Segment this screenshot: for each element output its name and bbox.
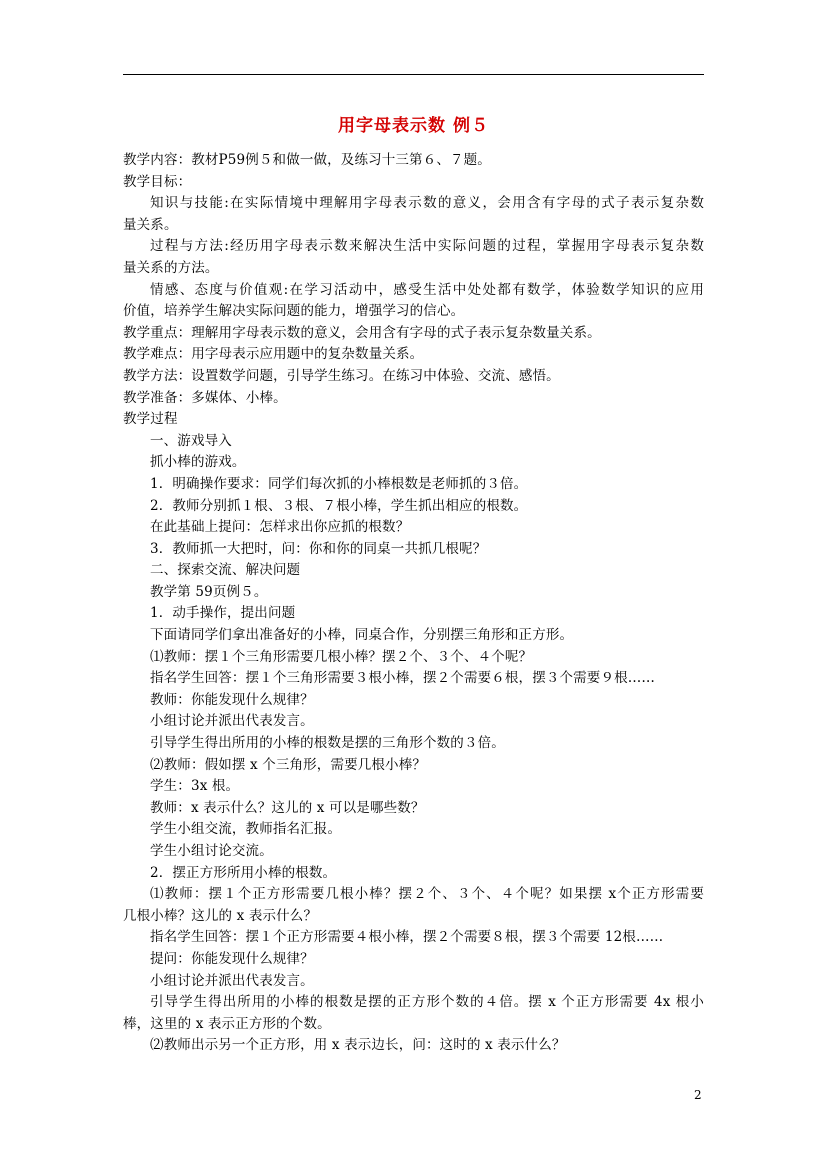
text-line: 教学第 59页例５。: [150, 583, 268, 600]
text-line: 3．教师抓一大把时，问：你和你的同桌一共抓几根呢？: [150, 540, 487, 557]
text-line: 教师：你能发现什么规律？: [150, 691, 314, 708]
text-line: 指名学生回答：摆１个正方形需要４根小棒，摆２个需要８根，摆３个需要 12根……: [150, 929, 664, 946]
text-line: 指名学生回答：摆１个三角形需要３根小棒，摆２个需要６根，摆３个需要９根……: [150, 670, 656, 687]
text-line: 几根小棒？这儿的 x 表示什么？: [123, 907, 318, 924]
text-line: 学生小组交流，教师指名汇报。: [150, 821, 342, 838]
text-line: 量关系。: [123, 216, 178, 233]
text-line: 教学目标：: [123, 173, 192, 190]
text-line: 1．动手操作，提出问题: [150, 605, 296, 622]
text-line: 教学重点：理解用字母表示数的意义，会用含有字母的式子表示复杂数量关系。: [123, 324, 601, 341]
text-line: 棒，这里的 x 表示正方形的个数。: [123, 1015, 331, 1032]
page-title: 用字母表示数 例５: [338, 116, 489, 136]
header-rule: [123, 74, 704, 75]
text-line: ⑴教师：摆１个三角形需要几根小棒？摆２个、３个、４个呢？: [150, 648, 533, 665]
text-line: 量关系的方法。: [123, 259, 219, 276]
text-line: 小组讨论并派出代表发言。: [150, 972, 314, 989]
text-line: 知识与技能:在实际情境中理解用字母表示数的意义，会用含有字母的式子表示复杂数: [150, 195, 704, 212]
text-line: 价值，培养学生解决实际问题的能力，增强学习的信心。: [123, 303, 465, 320]
text-line: 情感、态度与价值观:在学习活动中，感受生活中处处都有数学，体验数学知识的应用: [150, 281, 704, 298]
text-line: 教学过程: [123, 411, 178, 428]
text-line: 教学内容：教材P59例５和做一做，及练习十三第６、７题。: [123, 152, 491, 168]
text-line: 2．摆正方形所用小棒的根数。: [150, 864, 337, 881]
text-line: 教师：x 表示什么？这儿的 x 可以是哪些数？: [150, 799, 425, 816]
text-line: 小组讨论并派出代表发言。: [150, 713, 314, 730]
text-line: 下面请同学们拿出准备好的小棒，同桌合作，分别摆三角形和正方形。: [150, 627, 574, 644]
text-line: 提问：你能发现什么规律？: [150, 950, 314, 967]
text-line: 抓小棒的游戏。: [150, 454, 246, 471]
text-line: 二、探索交流、解决问题: [150, 562, 301, 579]
page-number: 2: [694, 1088, 702, 1102]
text-line: 学生：3x 根。: [150, 778, 240, 795]
text-line: ⑴教师：摆１个正方形需要几根小棒？摆２个、３个、４个呢？如果摆 x个正方形需要: [150, 886, 704, 903]
text-line: 过程与方法:经历用字母表示数来解决生活中实际问题的过程，掌握用字母表示复杂数: [150, 238, 704, 255]
text-line: 一、游戏导入: [150, 432, 232, 449]
text-line: 1．明确操作要求：同学们每次抓的小棒根数是老师抓的３倍。: [150, 475, 528, 492]
text-line: ⑵教师：假如摆 x 个三角形，需要几根小棒？: [150, 756, 426, 773]
text-line: 学生小组讨论交流。: [150, 843, 273, 859]
text-line: 在此基础上提问：怎样求出你应抓的根数？: [150, 519, 410, 536]
text-line: 引导学生得出所用的小棒的根数是摆的三角形个数的３倍。: [150, 735, 505, 752]
text-line: 教学难点：用字母表示应用题中的复杂数量关系。: [123, 346, 424, 363]
document-body: [123, 150, 704, 1057]
text-line: ⑵教师出示另一个正方形，用 x 表示边长，问：这时的 x 表示什么？: [150, 1037, 566, 1054]
text-line: 2．教师分别抓１根、３根、７根小棒，学生抓出相应的根数。: [150, 497, 528, 514]
text-line: 教学准备：多媒体、小棒。: [123, 389, 287, 406]
text-line: 引导学生得出所用的小棒的根数是摆的正方形个数的４倍。摆 x 个正方形需要 4x 根小: [150, 994, 704, 1011]
text-line: 教学方法：设置数学问题，引导学生练习。在练习中体验、交流、感悟。: [123, 367, 560, 384]
